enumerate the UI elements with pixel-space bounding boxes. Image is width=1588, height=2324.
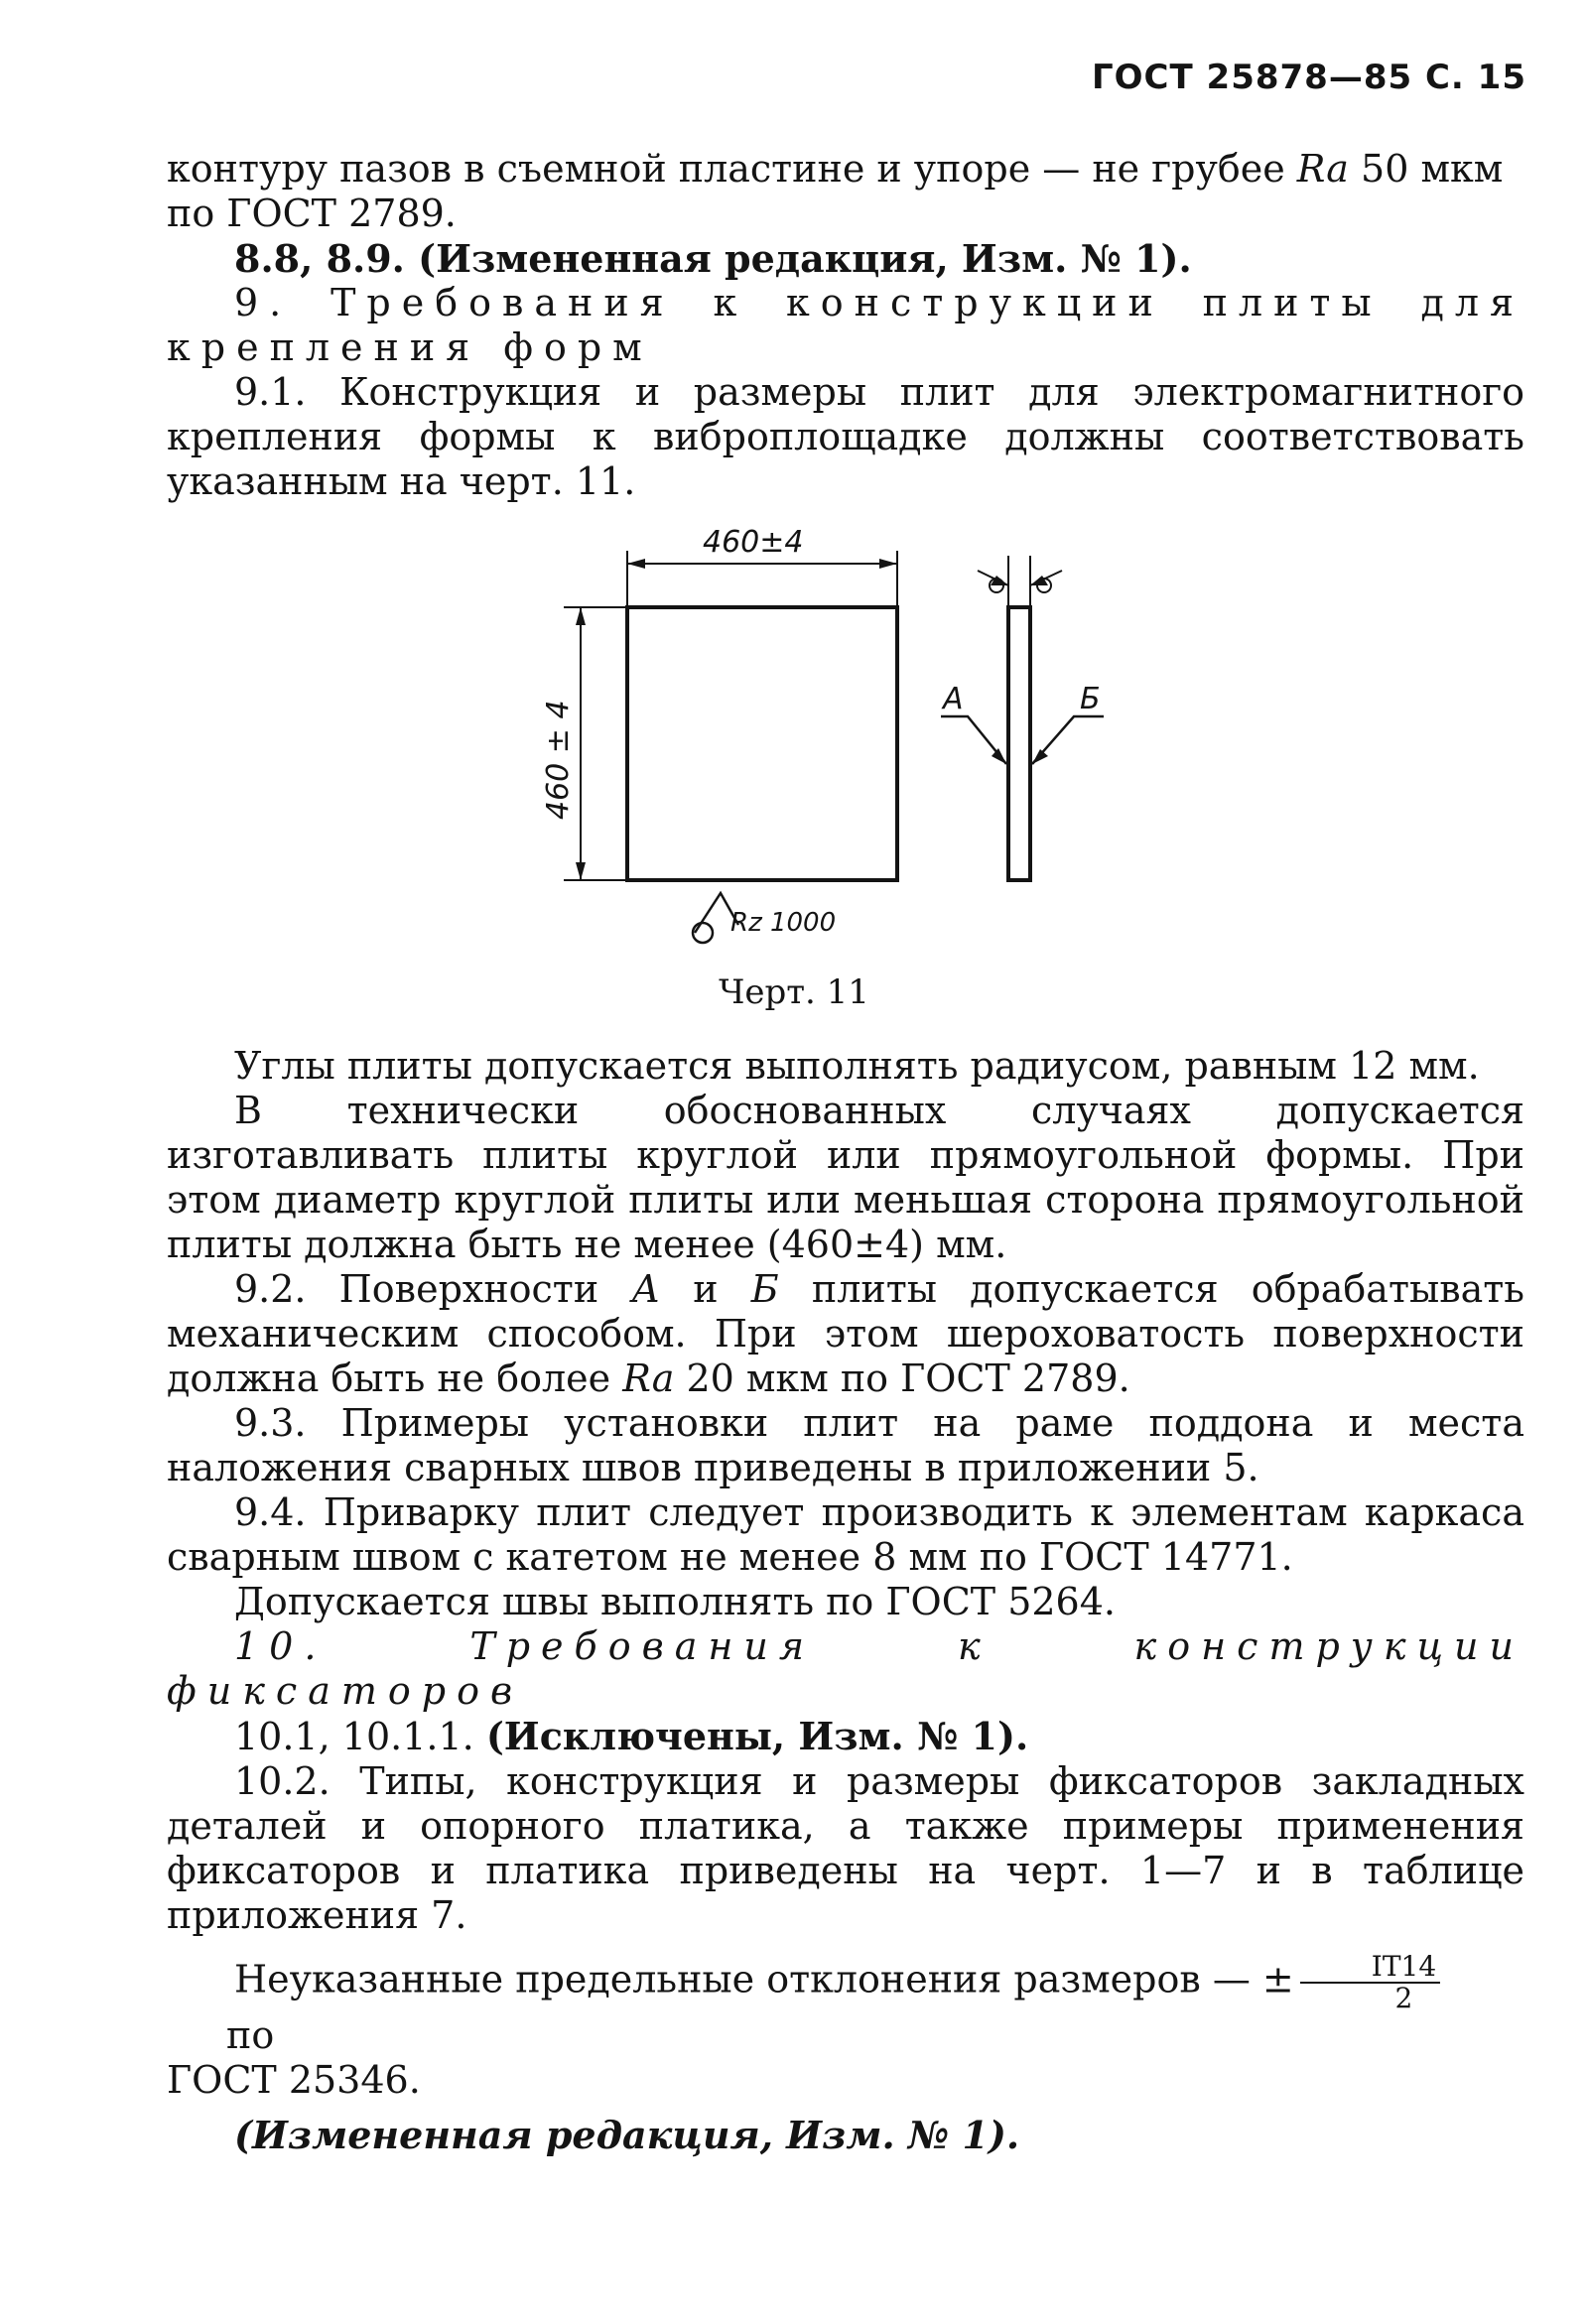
surface-a-label: А (943, 682, 964, 716)
arrow-head (576, 862, 586, 880)
arrow-head (627, 559, 645, 569)
paragraph-technical-cases: В технически обоснованных случаях допускается изготавливать плиты круглой или прямоугольной формы. При этом диаметр круглой плиты или меньшая сторона прямоугольной плиты должна быть не менее (460±4) мм. (167, 1089, 1524, 1266)
surface-b-leader (1032, 716, 1104, 764)
arrow-head (1032, 749, 1048, 764)
paragraph-9-4: 9.4. Приварку плит следует производить к элементам каркаса сварным швом с катетом не менее 8 мм по ГОСТ 14771. (167, 1490, 1524, 1579)
paragraph-gost-25346: ГОСТ 25346. (167, 2058, 421, 2102)
dim-height-label: 460 ± 4 (541, 700, 576, 820)
paragraph-welds: Допускается швы выполнять по ГОСТ 5264. (234, 1580, 1116, 1623)
roughness-symbol (693, 923, 713, 943)
surface-a-leader (941, 716, 1006, 764)
arrow-head (991, 576, 1008, 585)
arrow-head (576, 607, 586, 625)
paragraph-corners: Углы плиты допускается выполнять радиусом, равным 12 мм. (234, 1044, 1480, 1088)
paragraph-9-2: 9.2. Поверхности А и Б плиты допускается обрабатывать механическим способом. При этом шероховатость поверхности должна быть не более Ra 20 мкм по ГОСТ 2789. (167, 1267, 1524, 1400)
paragraph-9-3: 9.3. Примеры установки плит на раме поддона и места наложения сварных швов приведены в приложении 5. (167, 1401, 1524, 1489)
page-header: ГОСТ 25878—85 С. 15 (1091, 58, 1526, 97)
section-9-title: 9. Требования к конструкции плиты для крепления форм (167, 281, 1524, 369)
figure-caption: Черт. 11 (719, 972, 869, 1012)
surface-b-label: Б (1080, 682, 1101, 716)
paragraph-gost-ref: по ГОСТ 2789. (167, 192, 457, 235)
plate-side-view (1008, 607, 1030, 880)
dim-width-label: 460±4 (703, 525, 804, 560)
roughness-symbol-small (990, 579, 1003, 592)
arrow-head (992, 748, 1006, 764)
roughness-symbol-small (1037, 579, 1051, 592)
top-text-block (167, 147, 1524, 504)
paragraph-10-2: 10.2. Типы, конструкция и размеры фиксаторов закладных деталей и опорного платика, а также примеры применения фиксаторов и платика приведены на черт. 1—7 и в таблице приложения 7. (167, 1759, 1524, 1937)
thickness-leader (1030, 571, 1062, 585)
paragraph-10-1: 10.1, 10.1.1. (Исключены, Изм. № 1). (234, 1714, 1029, 1758)
roughness-label: Rz 1000 (730, 908, 837, 938)
roughness-check-mark (695, 893, 738, 933)
arrow-head (879, 559, 897, 569)
tolerance-fraction: $\frac{IT14}{2}$ (1300, 1952, 1440, 2013)
edit-note-8: 8.8, 8.9. (Измененная редакция, Изм. № 1). (234, 236, 1192, 281)
final-edit-note: (Измененная редакция, Изм. № 1). (234, 2113, 1020, 2157)
section-10-title: 10. Требования к конструкции фиксаторов (167, 1624, 1524, 1713)
paragraph-tolerances: Неуказанные предельные отклонения размеров — ± $\frac{IT14}{2}$ по (167, 1952, 1524, 2058)
paragraph-contour: контуру пазов в съемной пластине и упоре — не грубее Ra 50 мкм (167, 147, 1504, 191)
thickness-leader (978, 571, 1008, 585)
paragraph-9-1: 9.1. Конструкция и размеры плит для электромагнитного крепления формы к виброплощадке должны соответствовать указанным на черт. 11. (167, 370, 1524, 503)
body-text-block (167, 1044, 1524, 2157)
plate-front-view (627, 607, 897, 880)
arrow-head (1030, 576, 1048, 585)
